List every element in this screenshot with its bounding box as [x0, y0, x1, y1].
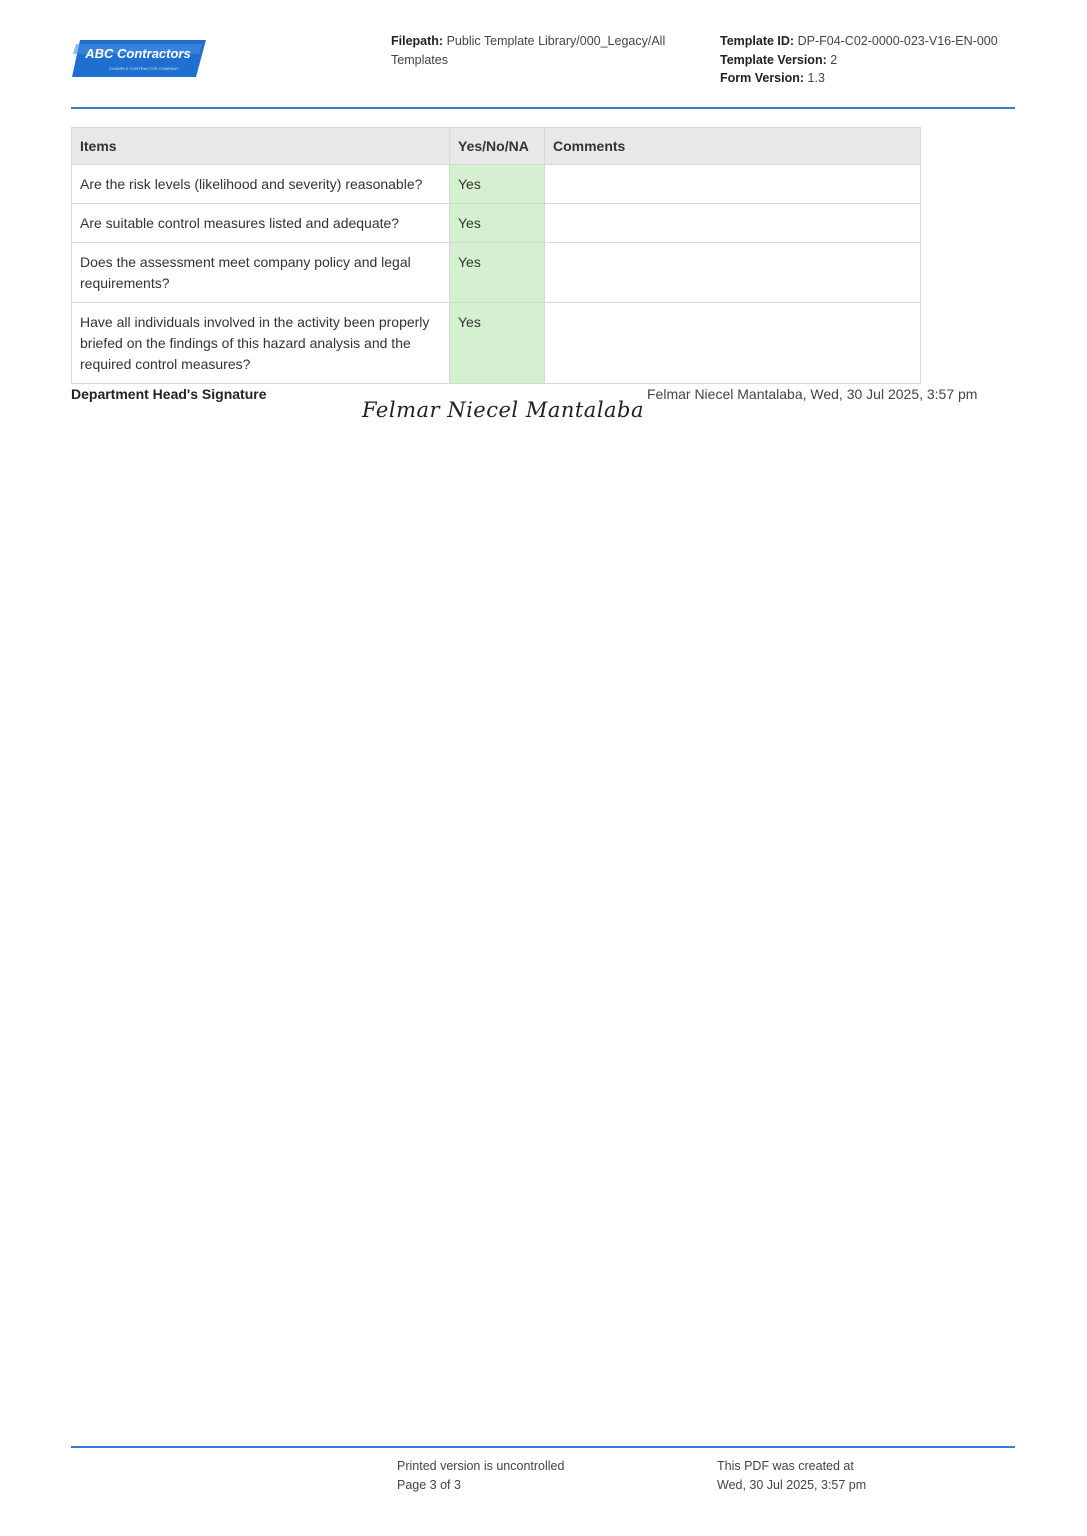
- comment-cell: [545, 303, 921, 384]
- form-version-label: Form Version:: [720, 71, 805, 85]
- template-id-label: Template ID:: [720, 34, 795, 48]
- company-logo: [72, 40, 206, 77]
- template-id-value: DP-F04-C02-0000-023-V16-EN-000: [797, 34, 998, 48]
- template-id: [720, 32, 998, 51]
- table-row: [72, 303, 921, 384]
- answer-cell: Yes: [450, 243, 545, 303]
- answer-cell: Yes: [450, 303, 545, 384]
- item-cell: Are the risk levels (likelihood and severity) reasonable?: [72, 165, 450, 204]
- signature-details: Felmar Niecel Mantalaba, Wed, 30 Jul 2025, 3:57 pm: [647, 386, 978, 402]
- checklist-table: [71, 127, 921, 384]
- signature-image: Felmar Niecel Mantalaba: [362, 398, 645, 422]
- filepath-label: Filepath:: [391, 34, 444, 48]
- table-row: [72, 243, 921, 303]
- item-cell: Does the assessment meet company policy and legal requirements?: [72, 243, 450, 303]
- header-answer: Yes/No/NA: [450, 128, 545, 165]
- table-row: [72, 204, 921, 243]
- comment-cell: [545, 243, 921, 303]
- table-row: [72, 165, 921, 204]
- answer-cell: Yes: [450, 165, 545, 204]
- page-number: Page 3 of 3: [397, 1477, 461, 1492]
- template-info: [720, 32, 998, 88]
- item-cell: Are suitable control measures listed and adequate?: [72, 204, 450, 243]
- answer-cell: Yes: [450, 204, 545, 243]
- created-date: Wed, 30 Jul 2025, 3:57 pm: [717, 1477, 867, 1492]
- filepath: [391, 32, 681, 69]
- footer-center: [397, 1457, 564, 1494]
- header-comments: Comments: [545, 128, 921, 165]
- header-divider: [71, 107, 1015, 109]
- footer-divider: [71, 1446, 1015, 1448]
- template-version-value: 2: [830, 52, 838, 67]
- footer-right: [717, 1457, 866, 1494]
- item-cell: Have all individuals involved in the activity been properly briefed on the findings of this hazard analysis and the required control measures?: [72, 303, 450, 384]
- template-version: [720, 51, 998, 70]
- form-version: [720, 69, 998, 88]
- template-version-label: Template Version:: [720, 52, 827, 67]
- form-version-value: 1.3: [807, 71, 825, 85]
- svg-text:ABC Contractors: ABC Contractors: [85, 46, 191, 61]
- signature-label: Department Head's Signature: [71, 386, 267, 402]
- uncontrolled-notice: Printed version is uncontrolled: [397, 1459, 565, 1473]
- header-items: Items: [72, 128, 450, 165]
- table-header-row: [72, 128, 921, 165]
- created-label: This PDF was created at: [717, 1459, 854, 1473]
- svg-text:EXAMPLE CONTRACTOR COMPANY: EXAMPLE CONTRACTOR COMPANY: [109, 66, 179, 71]
- comment-cell: [545, 165, 921, 204]
- comment-cell: [545, 204, 921, 243]
- filepath-value: Public Template Library/000_Legacy/All Templates: [391, 34, 666, 67]
